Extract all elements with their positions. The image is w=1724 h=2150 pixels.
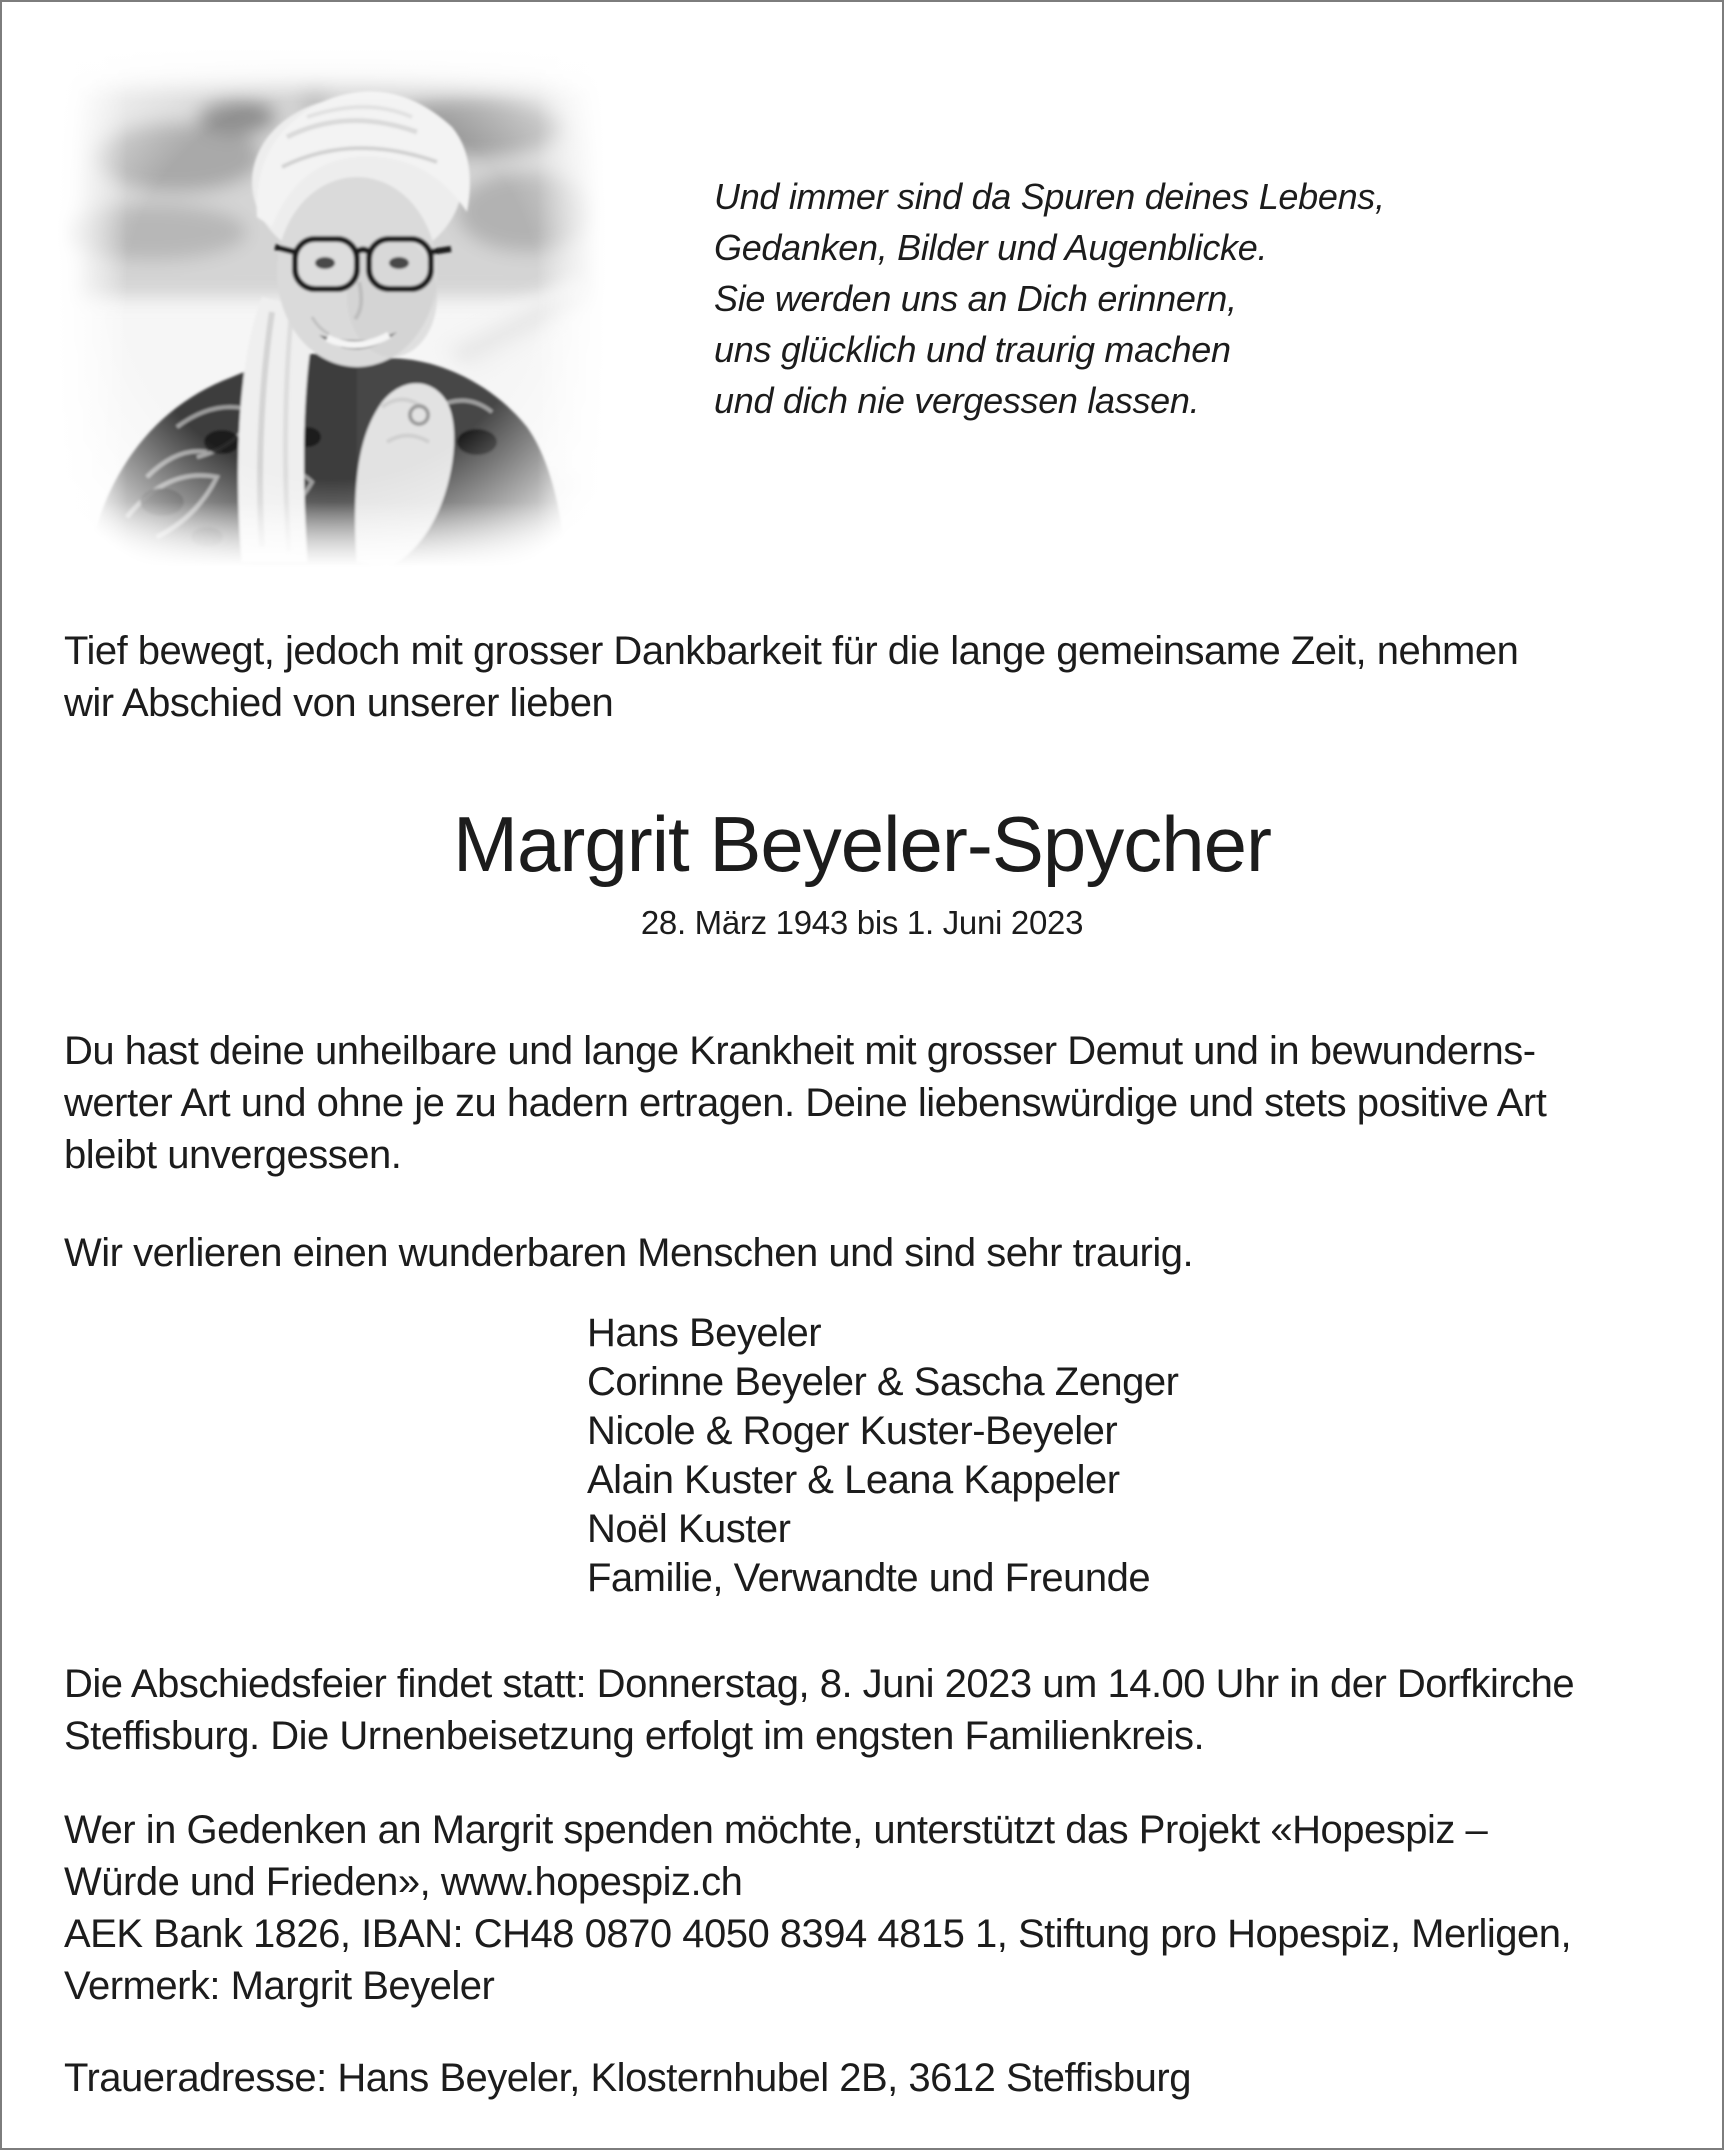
photo-vignette — [57, 47, 607, 567]
mourning-address-line: Traueradresse: Hans Beyeler, Klosternhubel 2B, 3612 Steffisburg — [64, 2056, 1191, 2100]
portrait-photo — [57, 47, 607, 567]
donation-line: AEK Bank 1826, IBAN: CH48 0870 4050 8394 4815 1, Stiftung pro Hopespiz, Merligen, — [64, 1912, 1572, 1956]
tribute-line: bleibt unvergessen. — [64, 1133, 402, 1177]
mourner-name: Alain Kuster & Leana Kappeler — [587, 1458, 1120, 1502]
mourners-list — [587, 1309, 1179, 1603]
life-dates: 28. März 1943 bis 1. Juni 2023 — [640, 904, 1084, 941]
mourner-name: Corinne Beyeler & Sascha Zenger — [587, 1360, 1179, 1404]
intro-line: Tief bewegt, jedoch mit grosser Dankbarkeit für die lange gemeinsame Zeit, nehmen — [64, 629, 1519, 673]
poem-line: Sie werden uns an Dich erinnern, — [714, 278, 1237, 319]
memorial-poem — [714, 171, 1385, 426]
deceased-name: Margrit Beyeler-Spycher — [453, 800, 1271, 888]
intro-line: wir Abschied von unserer lieben — [64, 681, 614, 725]
mourner-name: Hans Beyeler — [587, 1311, 822, 1355]
farewell-line: Die Abschiedsfeier findet statt: Donnerstag, 8. Juni 2023 um 14.00 Uhr in der Dorfkirche — [64, 1662, 1575, 1706]
farewell-line: Steffisburg. Die Urnenbeisetzung erfolgt im engsten Familienkreis. — [64, 1714, 1205, 1758]
loss-line: Wir verlieren einen wunderbaren Menschen und sind sehr traurig. — [64, 1231, 1194, 1275]
loss-paragraph — [64, 1227, 1193, 1279]
poem-line: Gedanken, Bilder und Augenblicke. — [714, 227, 1268, 268]
tribute-line: werter Art und ohne je zu hadern ertragen. Deine liebenswürdige und stets positive Art — [64, 1081, 1547, 1125]
mourning-address — [64, 2052, 1191, 2104]
farewell-paragraph — [64, 1658, 1574, 1762]
tribute-line: Du hast deine unheilbare und lange Krankheit mit grosser Demut und in bewunderns- — [64, 1029, 1536, 1073]
donation-paragraph — [64, 1804, 1571, 2012]
intro-paragraph — [64, 625, 1518, 729]
tribute-paragraph — [64, 1025, 1546, 1181]
poem-line: und dich nie vergessen lassen. — [714, 380, 1200, 421]
mourner-name: Nicole & Roger Kuster-Beyeler — [587, 1409, 1118, 1453]
mourner-name: Familie, Verwandte und Freunde — [587, 1556, 1151, 1600]
poem-line: uns glücklich und traurig machen — [714, 329, 1231, 370]
donation-line: Wer in Gedenken an Margrit spenden möchte, unterstützt das Projekt «Hopespiz – — [64, 1808, 1488, 1852]
mourner-name: Noël Kuster — [587, 1507, 791, 1551]
donation-line: Vermerk: Margrit Beyeler — [64, 1964, 495, 2008]
poem-line: Und immer sind da Spuren deines Lebens, — [714, 176, 1385, 217]
donation-line: Würde und Frieden», www.hopespiz.ch — [64, 1860, 743, 1904]
